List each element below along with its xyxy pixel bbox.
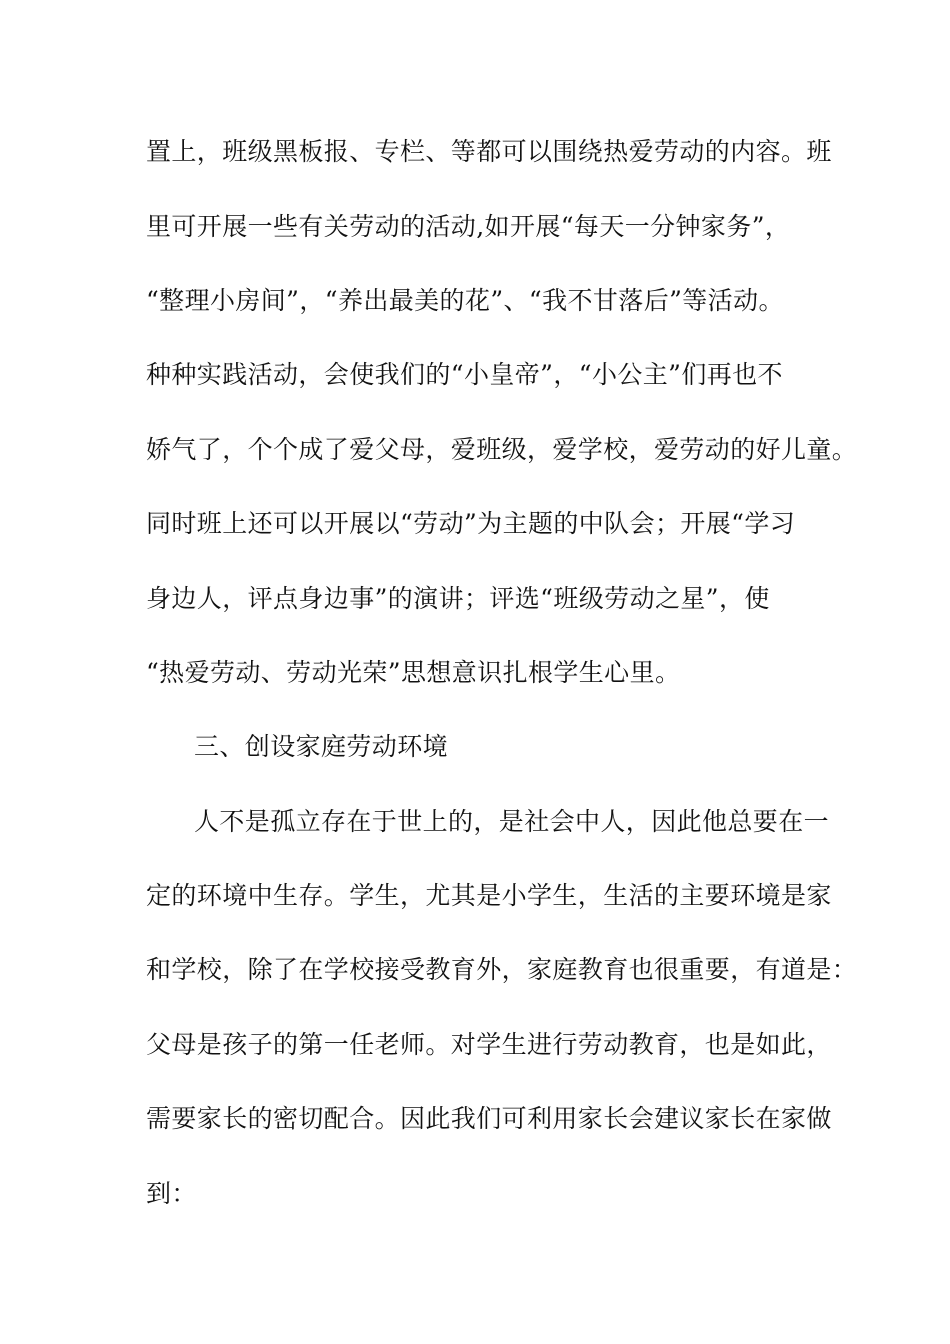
- text-line: 里可开展一些有关劳动的活动,如开展“每天一分钟家务”，: [146, 212, 791, 241]
- text-line: 身边人，评点身边事”的演讲；评选“班级劳动之星”，使: [146, 584, 770, 613]
- paragraph-first-line: 人不是孤立存在于世上的，是社会中人，因此他总要在一: [194, 807, 830, 836]
- text-line: 娇气了，个个成了爱父母，爱班级，爱学校，爱劳动的好儿童。: [146, 435, 858, 464]
- text-line: 置上，班级黑板报、专栏、等都可以围绕热爱劳动的内容。班: [146, 137, 832, 166]
- text-line: 需要家长的密切配合。因此我们可利用家长会建议家长在家做: [146, 1104, 832, 1133]
- text-line: 种种实践活动，会使我们的“小皇帝”，“小公主”们再也不: [146, 360, 783, 389]
- text-line: 和学校，除了在学校接受教育外，家庭教育也很重要，有道是：: [146, 955, 858, 984]
- text-line: 定的环境中生存。学生，尤其是小学生，生活的主要环境是家: [146, 881, 832, 910]
- text-line: 到：: [146, 1179, 197, 1208]
- section-heading: 三、创设家庭劳动环境: [194, 732, 449, 761]
- text-line: 父母是孩子的第一任老师。对学生进行劳动教育，也是如此，: [146, 1030, 832, 1059]
- text-line: “整理小房间”，“养出最美的花”、“我不甘落后”等活动。: [146, 286, 784, 315]
- text-line: 同时班上还可以开展以“劳动”为主题的中队会；开展“学习: [146, 509, 796, 538]
- text-line: “热爱劳动、劳动光荣”思想意识扎根学生心里。: [146, 658, 681, 687]
